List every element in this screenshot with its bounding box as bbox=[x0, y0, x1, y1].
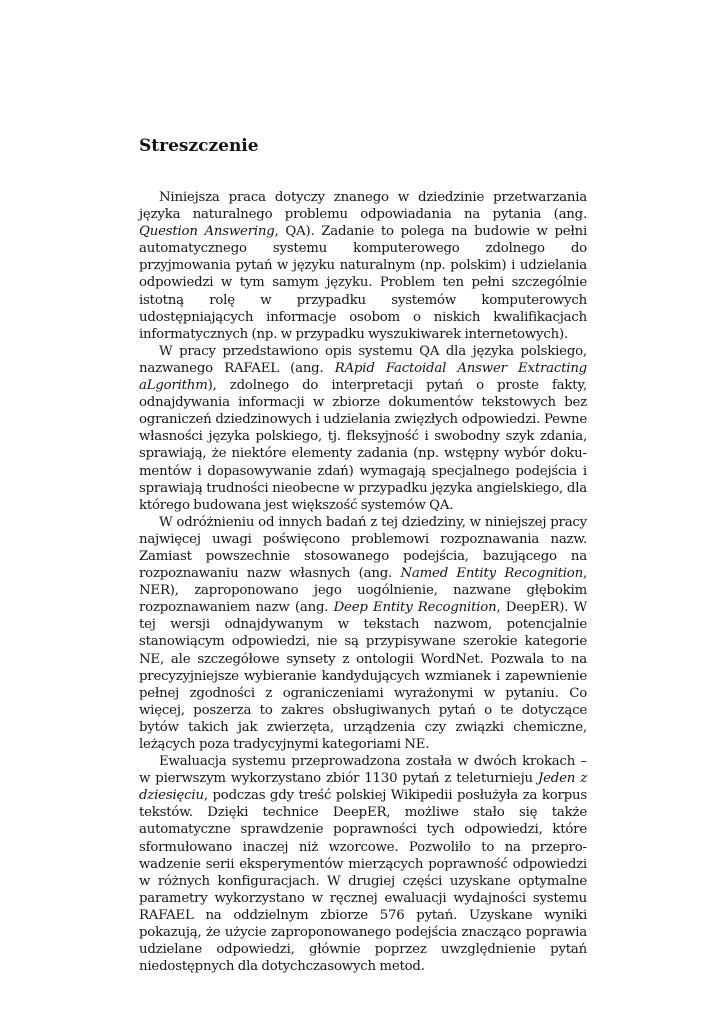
italic-term: Question Answering bbox=[139, 224, 275, 240]
text-run: W odróżnieniu od innych badań z tej dziedziny, w niniejszej pracy najwięcej uwagi poświęcono problemowi rozpoznawania nazw. Zamiast powszechnie stosowanego podejścia, bazującego na rozpoznawaniu nazw własnych (ang. bbox=[139, 514, 587, 582]
text-run: ), zdolnego do interpretacji pytań o proste fakty, odnajdywania informacji w zbiorze dokumentów tekstowych bez ograniczeń dziedzinowych i udzielania zwięzłych odpowiedzi. Pewne własności języka polskiego, tj. fleksyjność i swobodny szyk zdania, sprawiają, że niektóre elementy zadania (np. wstępny wybór dokumentów i dopasowywanie zdań) wymagają specjalnego podejścia i sprawiają trudności nieobecne w przypadku języka angielskiego, dla którego budowana jest większość systemów QA. bbox=[139, 378, 587, 513]
paragraph-2 bbox=[139, 343, 587, 514]
paragraph-4 bbox=[139, 753, 587, 975]
section-heading: Streszczenie bbox=[139, 136, 259, 156]
abstract-body bbox=[139, 189, 587, 975]
paragraph-3 bbox=[139, 514, 587, 753]
text-run: , QA). Zadanie to polega na budowie w pełni automatycznego systemu komputerowego zdolnego do przyjmowania pytań w języku naturalnym (np. polskim) i udzielania odpowiedzi w tym samym języku. Problem ten pełni szczególnie istotną rolę w przypadku systemów komputerowych udostępniających informacje osobom o niskich kwalifikacjach informatycznych (np. w przypadku wyszukiwarek internetowych). bbox=[139, 224, 587, 342]
text-run: , DeepER). W tej wersji odnajdywanym w tekstach nazwom, potencjalnie stanowiącym odpowiedzi, nie są przypisywane szerokie kategorie NE, ale szczegółowe synsety z ontologii WordNet. Pozwala to na precyzyjniejsze wybieranie kandydujących wzmianek i zapewnienie pełnej zgodności z ograniczeniami wyrażonymi w pytaniu. Co więcej, poszerza to zakres obsługiwanych pytań o te dotyczące bytów takich jak zwierzęta, urządzenia czy związki chemiczne, leżących poza tradycyjnymi kategoriami NE. bbox=[139, 600, 587, 752]
text-run: W pracy przedstawiono opis systemu QA dla języka polskiego, nazwanego RAFAEL (ang. bbox=[139, 343, 587, 376]
italic-term: Deep Entity Recognition bbox=[333, 600, 497, 616]
paragraph-1 bbox=[139, 189, 587, 343]
italic-term: RApid Factoidal Answer Extracting aLgorithm bbox=[139, 360, 587, 394]
text-run: , podczas gdy treść polskiej Wikipedii posłużyła za korpus tekstów. Dzięki technice DeepER, możliwe stało się także automatyczne sprawdzenie poprawności tych odpowiedzi, które sformułowano inaczej niż wzorcowe. Pozwoliło to na przeprowadzenie serii eksperymentów mierzących poprawność odpowiedzi w różnych konfiguracjach. W drugiej części uzyskane optymalne parametry wykorzystano w ręcznej ewaluacji wydajności systemu RAFAEL na oddzielnym zbiorze 576 pytań. Uzyskane wyniki pokazują, że użycie zaproponowanego podejścia znacząco poprawia udzielane odpowiedzi, głównie poprzez uwzględnienie pytań niedostępnych dla dotychczasowych metod. bbox=[139, 788, 587, 975]
text-run: , NER), zaproponowano jego uogólnienie, nazwane głębokim rozpoznawaniem nazw (ang. bbox=[139, 566, 587, 616]
text-run: Niniejsza praca dotyczy znanego w dziedzinie przetwarzania języka naturalnego problemu odpowiadania na pytania (ang. bbox=[139, 190, 587, 223]
text-run: Ewaluacja systemu przeprowadzona została w dwóch krokach – w pierwszym wykorzystano zbiór 1130 pytań z teleturnieju bbox=[139, 754, 587, 787]
italic-term: Named Entity Recognition bbox=[400, 566, 583, 582]
italic-term: Jeden z dziesięciu bbox=[139, 771, 587, 804]
